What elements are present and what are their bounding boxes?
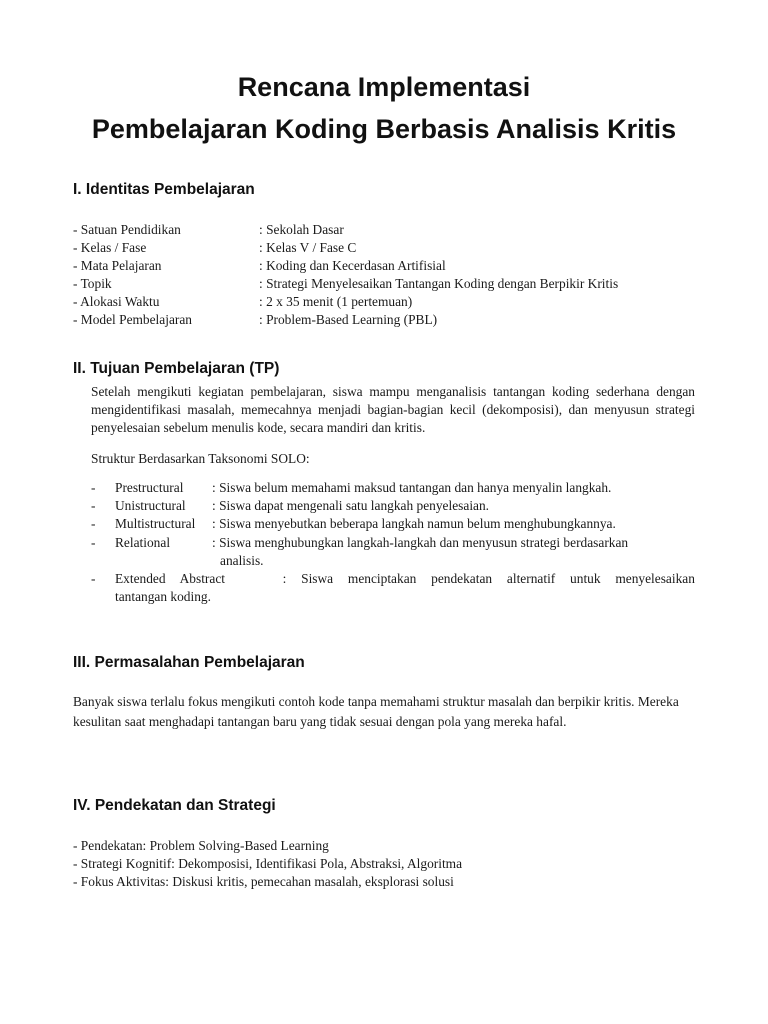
solo-level-label: Extended Abstract (115, 571, 225, 586)
document-title-line-1: Rencana Implementasi (237, 72, 531, 102)
solo-level-description: : Siswa menyebutkan beberapa langkah namun belum menghubungkannya. (212, 516, 616, 532)
solo-level-label: Unistructural (115, 498, 186, 514)
section-heading-identitas: I. Identitas Pembelajaran (73, 181, 255, 198)
solo-level-description: : Siswa belum memahami maksud tantangan dan hanya menyalin langkah. (212, 480, 612, 495)
identity-key: - Kelas / Fase (73, 240, 147, 255)
solo-level-label: Relational (115, 534, 171, 550)
section-heading-pendekatan: IV. Pendekatan dan Strategi (73, 797, 276, 814)
solo-desc-word: : (282, 571, 287, 586)
list-bullet: - (91, 571, 96, 586)
identity-key: - Alokasi Waktu (73, 294, 160, 309)
identity-key: - Mata Pelajaran (73, 258, 162, 273)
list-bullet: - (91, 480, 96, 495)
strategy-item: - Strategi Kognitif: Dekomposisi, Identifikasi Pola, Abstraksi, Algoritma (73, 856, 463, 871)
identity-key: - Topik (73, 276, 112, 291)
document-title-line-2: Pembelajaran Koding Berbasis Analisis Kritis (91, 114, 677, 144)
strategy-item: - Pendekatan: Problem Solving-Based Learning (73, 838, 329, 853)
solo-level-label: Prestructural (115, 480, 184, 495)
permasalahan-paragraph: Banyak siswa terlalu fokus mengikuti contoh kode tanpa memahami struktur masalah dan berpikir kritis. Mereka kesulitan saat menghadapi tantangan baru yang tidak sesuai dengan pola yang mereka hafal. (73, 694, 679, 729)
solo-level-description-continued: tantangan koding. (115, 589, 211, 605)
identity-value: : Sekolah Dasar (259, 222, 344, 237)
list-bullet: - (91, 534, 96, 550)
list-bullet: - (91, 516, 96, 532)
solo-desc-word: menciptakan (347, 571, 417, 586)
identity-value: : Problem-Based Learning (PBL) (259, 312, 438, 327)
strategy-item: - Fokus Aktivitas: Diskusi kritis, pemecahan masalah, eksplorasi solusi (73, 874, 454, 889)
identity-value: : Strategi Menyelesaikan Tantangan Koding dengan Berpikir Kritis (259, 276, 619, 291)
solo-desc-word: untuk (570, 571, 601, 586)
solo-level-label: Multistructural (115, 516, 196, 532)
identity-key: - Model Pembelajaran (73, 312, 192, 327)
solo-level-description: : Siswa menghubungkan langkah-langkah dan menyusun strategi berdasarkan (212, 534, 629, 550)
solo-desc-word: pendekatan (431, 571, 493, 586)
solo-level-extended-line (115, 570, 695, 588)
solo-desc-word: alternatif (506, 571, 556, 586)
solo-level-description: : Siswa dapat mengenali satu langkah penyelesaian. (212, 498, 490, 514)
solo-level-description-continued: analisis. (220, 552, 264, 568)
identity-key: - Satuan Pendidikan (73, 222, 181, 237)
tujuan-paragraph: Setelah mengikuti kegiatan pembelajaran, siswa mampu menganalisis tantangan koding sederhana dengan mengidentifikasi masalah, memecahnya menjadi bagian-bagian kecil (dekomposisi), dan menyusun strategi penyelesaian sebelum menulis kode, secara mandiri dan kritis. (91, 384, 695, 436)
identity-value: : 2 x 35 menit (1 pertemuan) (259, 294, 413, 309)
list-bullet: - (91, 498, 96, 514)
identity-value: : Kelas V / Fase C (259, 240, 357, 255)
section-heading-tujuan: II. Tujuan Pembelajaran (TP) (73, 360, 280, 377)
identity-value: : Koding dan Kecerdasan Artifisial (259, 258, 446, 273)
solo-desc-word: Siswa (301, 571, 334, 586)
solo-intro: Struktur Berdasarkan Taksonomi SOLO: (91, 451, 310, 466)
solo-desc-word: menyelesaikan (615, 571, 695, 586)
section-heading-permasalahan: III. Permasalahan Pembelajaran (73, 654, 305, 671)
